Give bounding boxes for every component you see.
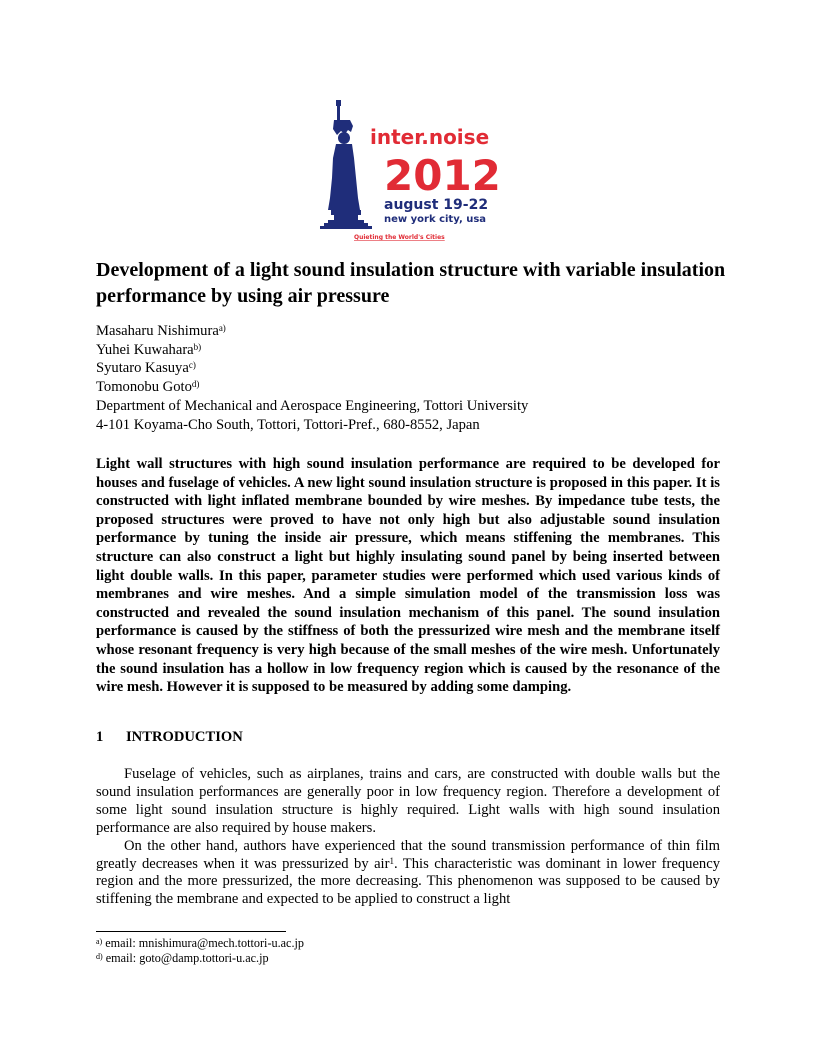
author-name: Yuhei Kuwahara$^{b)}$ — [96, 341, 202, 358]
section-heading — [96, 728, 720, 746]
logo-line-2: 2012 — [384, 151, 501, 200]
section-number: 1 — [96, 729, 104, 745]
inter-noise-2012-logo — [320, 98, 502, 244]
footnote: $^{d)}$ email: goto@damp.tottori-u.ac.jp — [96, 951, 269, 965]
affiliation-line-1: Department of Mechanical and Aerospace Engineering, Tottori University — [96, 397, 529, 414]
logo-line-4: new york city, usa — [384, 214, 487, 225]
footnote-divider — [96, 931, 286, 932]
logo-tagline: Quieting the World's Cities — [354, 234, 445, 241]
affiliation-line-2: 4-101 Koyama-Cho South, Tottori, Tottori-Pref., 680-8552, Japan — [96, 416, 480, 433]
author-name: Masaharu Nishimura$^{a)}$ — [96, 323, 226, 339]
section-title: INTRODUCTION — [126, 729, 243, 745]
author-block — [96, 322, 736, 434]
paragraph: Fuselage of vehicles, such as airplanes, trains and cars, are constructed with double walls but the sound insulation performances are generally poor in low frequency region. Therefore a development of some light sound insulation structure is highly required. Light walls with high sound insulation performance are also required by house makers. — [96, 766, 720, 836]
logo-line-1: inter.noise — [370, 125, 490, 149]
logo-line-3: august 19-22 — [384, 197, 489, 213]
paragraph: On the other hand, authors have experienced that the sound transmission performance of thin film greatly decreases when it was pressurized by air$^1$. This characteristic was dominant in lower frequency region and the more pressurized, the more decreasing. This phenomenon was supposed to be caused by stiffening the membrane and expected to be applied to construct a light — [96, 837, 720, 908]
abstract: Light wall structures with high sound insulation performance are required to be developed for houses and fuselage of vehicles. A new light sound insulation structure is proposed in this paper. It is constructed with light inflated membrane bounded by wire meshes. By impedance tube tests, the proposed structures were proved to have not only high but also adjustable sound insulation performance by tuning the inside air pressure, which means stiffening the membranes. This structure can also construct a light but highly insulating sound panel by being inserted between light double walls. In this paper, parameter studies were performed which used various kinds of membranes and wire meshes. And a simple simulation model of the transmission loss was constructed and revealed the sound insulation mechanism of this panel. The sound insulation performance is caused by the stiffness of both the pressurized wire mesh and the membrane itself whose resonant frequency is very high because of the small meshes of the wire mesh. Unfortunately the sound insulation has a hollow in low frequency region which is caused by the resonance of the wire mesh. However it is supposed to be measured by adding some damping. — [96, 456, 720, 696]
body-text — [96, 766, 720, 909]
author-name: Tomonobu Goto$^{d)}$ — [96, 379, 200, 396]
footnotes — [96, 936, 720, 966]
paper-title: Development of a light sound insulation structure with variable insulation performance by using air pressure — [96, 259, 726, 307]
author-name: Syutaro Kasuya$^{c)}$ — [96, 360, 196, 377]
footnote: $^{a)}$ email: mnishimura@mech.tottori-u.ac.jp — [96, 936, 304, 950]
reference-mark: 1 — [389, 855, 394, 866]
statue-of-liberty-icon — [320, 100, 372, 229]
